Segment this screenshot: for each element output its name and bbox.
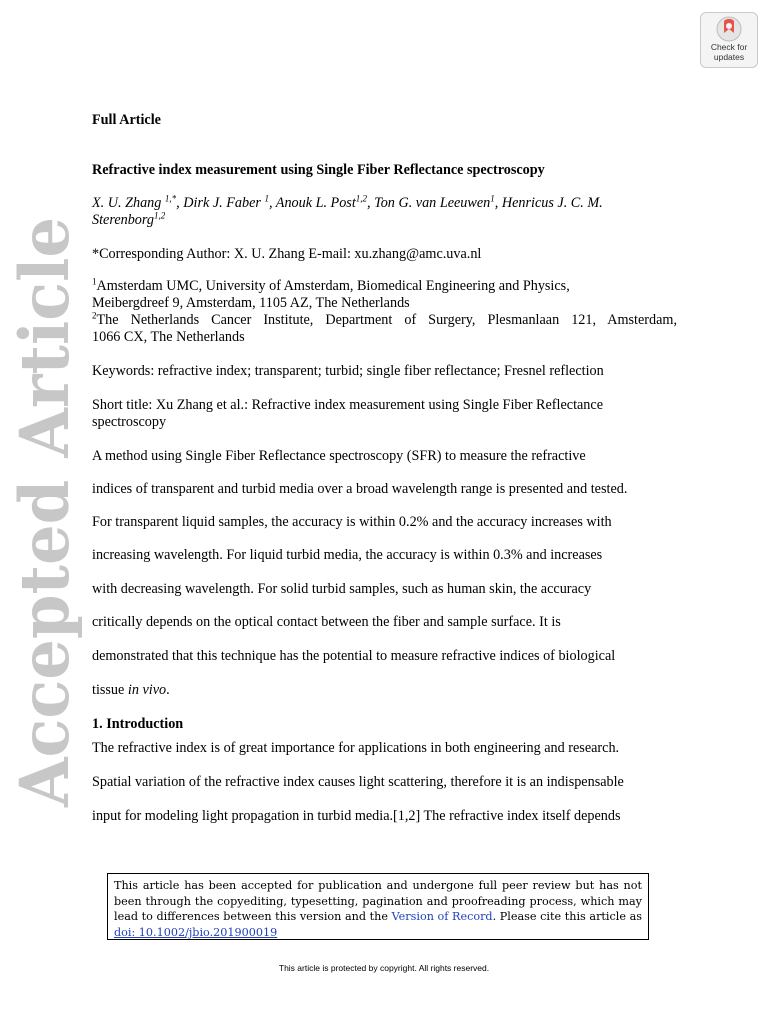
author-affiliation-mark: 1 [490, 193, 495, 204]
author-affiliation-mark: 1,2 [154, 210, 166, 221]
author-name: , Ton G. van Leeuwen [367, 195, 491, 211]
author-affiliation-mark: 1,* [164, 193, 177, 204]
abstract-line [92, 682, 692, 699]
affiliation-text: Amsterdam UMC, University of Amsterdam, Biomedical Engineering and Physics, [96, 278, 570, 294]
affiliations [92, 278, 677, 346]
short-title-line: spectroscopy [92, 414, 167, 430]
short-title-line: Short title: Xu Zhang et al.: Refractive index measurement using Single Fiber Reflectance [92, 397, 603, 413]
abstract-line: demonstrated that this technique has the potential to measure refractive indices of biological [92, 648, 616, 664]
doi-link[interactable]: doi: 10.1002/jbio.201900019 [114, 925, 278, 939]
author-list [92, 195, 692, 229]
badge-label-line1: Check for [710, 42, 748, 52]
abstract-line: For transparent liquid samples, the accuracy is within 0.2% and the accuracy increases with [92, 514, 612, 530]
affiliation-2 [92, 312, 677, 329]
abstract-italic-text: in vivo [127, 682, 167, 698]
short-title [92, 397, 603, 431]
notice-text: This article has been accepted for publication and undergone full peer review but has not been through the copyediting, typesetting, pagination and proofreading process, which may lead to differences between this version and the [114, 879, 642, 923]
copyright-footer: This article is protected by copyright. All rights reserved. [278, 963, 490, 973]
author-name: Sterenborg [92, 212, 154, 228]
intro-line: The refractive index is of great importance for applications in both engineering and research. [92, 740, 620, 756]
section-heading: 1. Introduction [92, 716, 184, 732]
badge-label-line2: updates [713, 52, 745, 62]
abstract-line: with decreasing wavelength. For solid turbid samples, such as human skin, the accuracy [92, 581, 592, 597]
affiliation-1 [92, 278, 677, 295]
keywords: Keywords: refractive index; transparent; turbid; single fiber reflectance; Fresnel reflection [92, 363, 604, 379]
author-name: , Henricus J. C. M. [494, 195, 603, 211]
intro-line: Spatial variation of the refractive index causes light scattering, therefore it is an indispensable [92, 774, 624, 790]
paper-title: Refractive index measurement using Single Fiber Reflectance spectroscopy [92, 162, 545, 178]
affiliation-2-line2: 1066 CX, The Netherlands [92, 329, 245, 345]
affiliation-1-line2: Meibergdreef 9, Amsterdam, 1105 AZ, The Netherlands [92, 295, 410, 311]
corresponding-author: *Corresponding Author: X. U. Zhang E-mail: xu.zhang@amc.uva.nl [92, 246, 482, 262]
abstract-line: A method using Single Fiber Reflectance spectroscopy (SFR) to measure the refractive [92, 448, 586, 464]
abstract-line: increasing wavelength. For liquid turbid media, the accuracy is within 0.3% and increases [92, 547, 603, 563]
author-name: , Anouk L. Post [268, 195, 356, 211]
abstract-line: critically depends on the optical contact between the fiber and sample surface. It is [92, 614, 561, 630]
acceptance-notice-box [107, 873, 649, 940]
abstract-line: indices of transparent and turbid media over a broad wavelength range is presented and tested. [92, 481, 628, 497]
notice-text: . Please cite this article as [492, 910, 642, 923]
bookmark-icon [716, 16, 742, 42]
version-of-record-link[interactable]: Version of Record [391, 910, 493, 923]
check-for-updates-badge[interactable] [700, 12, 758, 68]
author-name: X. U. Zhang [92, 195, 165, 211]
section-label: Full Article [92, 112, 161, 128]
abstract-text: tissue [92, 682, 128, 698]
svg-text:Accepted Article: Accepted Article [5, 187, 84, 807]
accepted-article-watermark [5, 187, 84, 810]
author-affiliation-mark: 1,2 [355, 193, 368, 204]
affiliation-mark: 1 [92, 276, 97, 287]
affiliation-text: The Netherlands Cancer Institute, Department of Surgery, Plesmanlaan 121, Amsterdam, [96, 312, 677, 328]
abstract-text: . [166, 682, 170, 698]
intro-line: input for modeling light propagation in turbid media.[1,2] The refractive index itself depends [92, 808, 621, 824]
affiliation-mark: 2 [92, 310, 97, 321]
author-affiliation-mark: 1 [264, 193, 269, 204]
author-name: , Dirk J. Faber [176, 195, 265, 211]
